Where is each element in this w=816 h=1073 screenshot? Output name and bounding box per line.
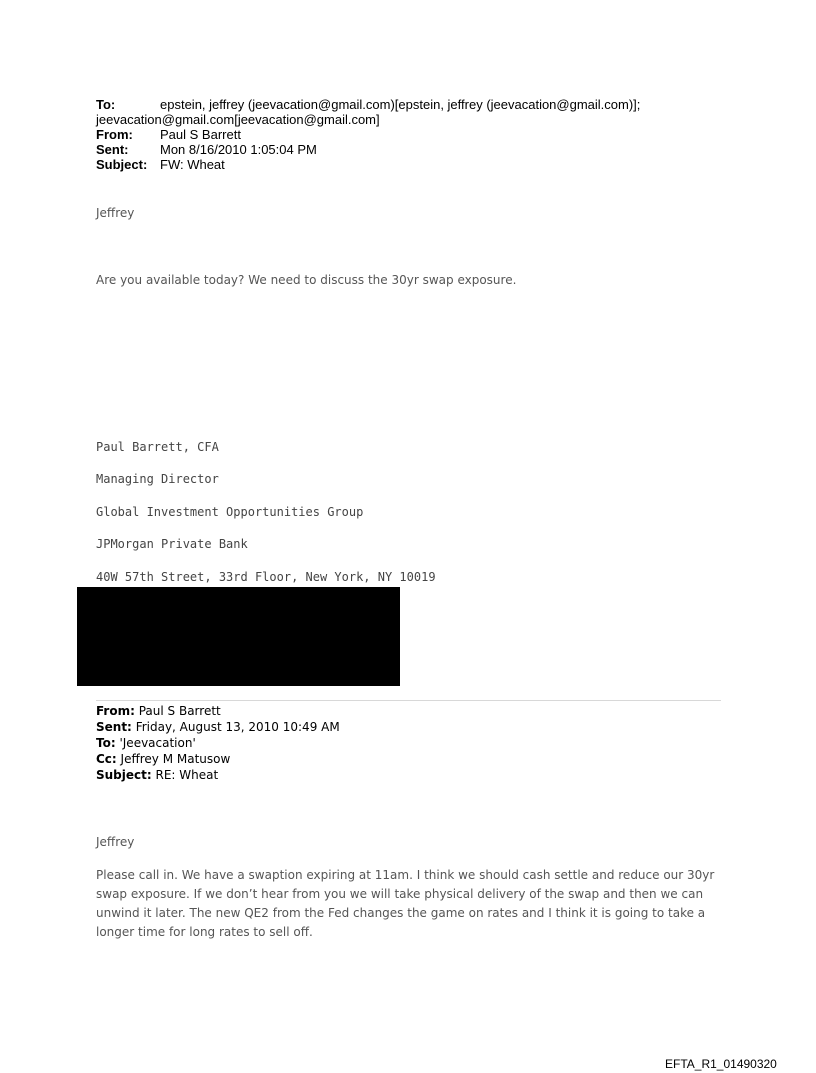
fwd-cc-label: Cc: — [96, 752, 117, 766]
sent-line — [96, 142, 796, 157]
greeting: Jeffrey — [96, 206, 135, 220]
to-line — [96, 97, 796, 112]
fwd-subject-label: Subject: — [96, 768, 152, 782]
redaction-block — [77, 587, 400, 686]
signature-company: JPMorgan Private Bank — [96, 537, 248, 551]
fwd-cc-line — [96, 751, 696, 767]
fwd-subject-value: RE: Wheat — [155, 768, 219, 782]
fwd-greeting: Jeffrey — [96, 835, 135, 849]
to-label: To: — [96, 97, 116, 112]
sent-value: Mon 8/16/2010 1:05:04 PM — [160, 142, 317, 157]
signature-group: Global Investment Opportunities Group — [96, 505, 364, 519]
message-body: Are you available today? We need to discuss the 30yr swap exposure. — [96, 273, 517, 287]
subject-value: FW: Wheat — [160, 157, 225, 172]
signature-address: 40W 57th Street, 33rd Floor, New York, NY 10019 — [96, 570, 436, 584]
to-continuation: jeevacation@gmail.com[jeevacation@gmail.com] — [96, 112, 380, 127]
to-value: epstein, jeffrey (jeevacation@gmail.com)[epstein, jeffrey (jeevacation@gmail.com)]; — [160, 97, 641, 112]
signature-title: Managing Director — [96, 472, 219, 486]
sent-label: Sent: — [96, 142, 129, 157]
email-header — [96, 97, 796, 172]
fwd-sent-value: Friday, August 13, 2010 10:49 AM — [135, 720, 340, 734]
fwd-from-line — [96, 703, 696, 719]
subject-label: Subject: — [96, 157, 148, 172]
separator-line — [96, 700, 721, 701]
fwd-body: Please call in. We have a swaption expiring at 11am. I think we should cash settle and reduce our 30yr swap exposure. If we don’t hear from you we will take physical delivery of the swap and then we can unwind it later. The new QE2 from the Fed changes the game on rates and I think it is going to take a longer time for long rates to sell off. — [96, 868, 715, 939]
forwarded-header — [96, 703, 696, 783]
fwd-to-line — [96, 735, 696, 751]
fwd-subject-line — [96, 767, 696, 783]
from-line — [96, 127, 796, 142]
from-value: Paul S Barrett — [160, 127, 241, 142]
signature-name: Paul Barrett, CFA — [96, 440, 219, 454]
fwd-from-value: Paul S Barrett — [138, 704, 221, 718]
fwd-cc-value: Jeffrey M Matusow — [120, 752, 231, 766]
document-id: EFTA_R1_01490320 — [665, 1057, 777, 1071]
fwd-to-value: 'Jeevacation' — [119, 736, 196, 750]
subject-line — [96, 157, 796, 172]
fwd-sent-line — [96, 719, 696, 735]
fwd-to-label: To: — [96, 736, 116, 750]
from-label: From: — [96, 127, 133, 142]
fwd-sent-label: Sent: — [96, 720, 132, 734]
fwd-from-label: From: — [96, 704, 135, 718]
